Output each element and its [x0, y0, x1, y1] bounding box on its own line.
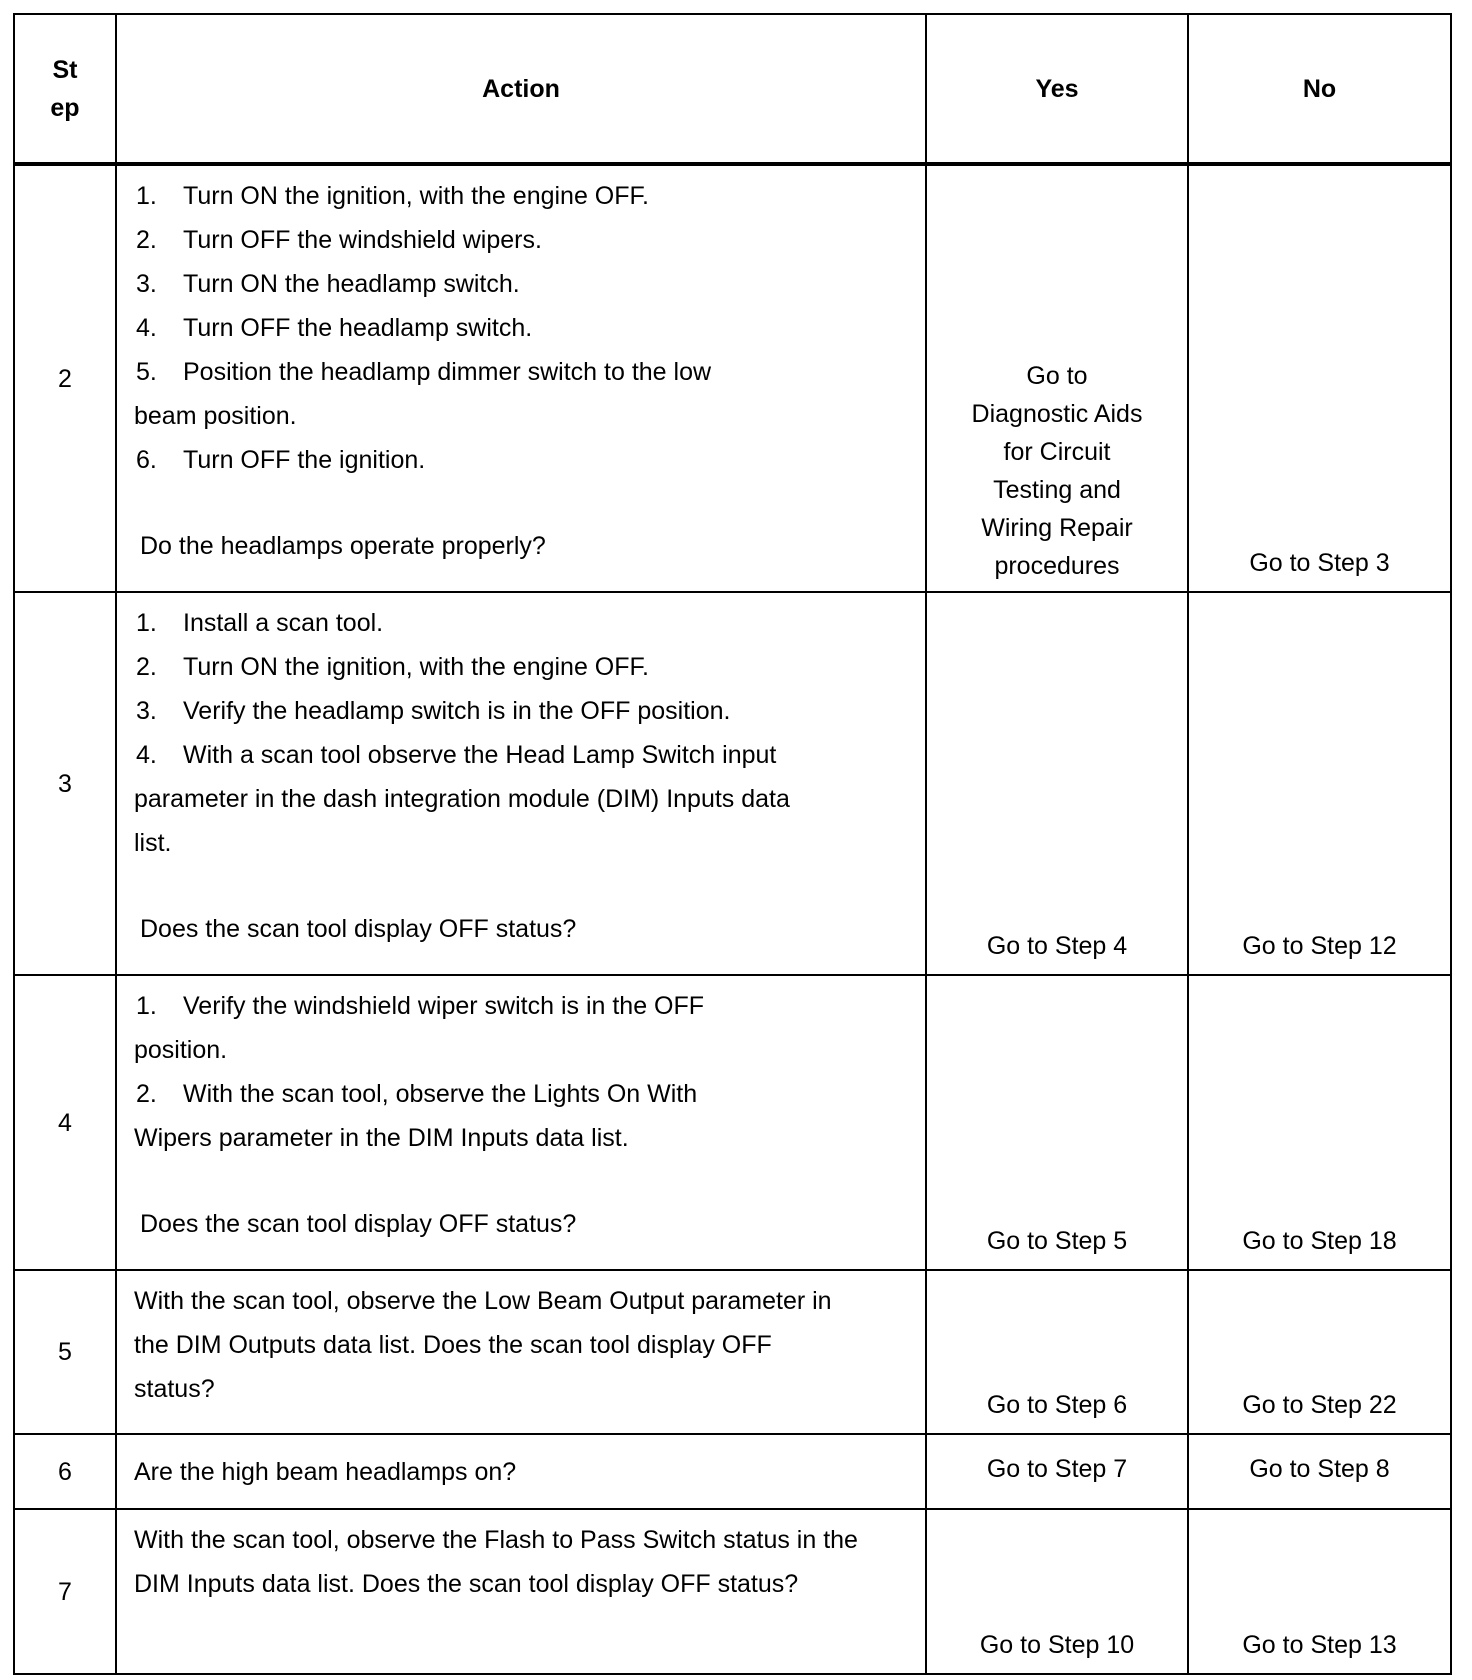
- table-row-step-4: [14, 975, 1451, 1270]
- header-step: St ep: [14, 14, 116, 164]
- yes-cell: [926, 592, 1188, 975]
- no-cell: [1188, 1509, 1451, 1674]
- step-number: 4: [14, 975, 116, 1270]
- action-item: 3. Verify the headlamp switch is in the OFF position.: [136, 697, 731, 725]
- step-number: 5: [14, 1270, 116, 1434]
- action-item: 2. With the scan tool, observe the Lights On With Wipers parameter in the DIM Inputs data list.: [134, 1080, 698, 1152]
- no-cell: [1188, 164, 1451, 592]
- action-question: Do the headlamps operate properly?: [140, 532, 546, 560]
- action-item: 3. Turn ON the headlamp switch.: [136, 270, 520, 298]
- action-item: 4. With a scan tool observe the Head Lamp Switch input parameter in the dash integration module (DIM) Inputs data list.: [134, 741, 790, 857]
- no-cell: [1188, 1270, 1451, 1434]
- step-number: 6: [14, 1434, 116, 1509]
- action-question: Does the scan tool display OFF status?: [140, 1210, 577, 1238]
- action-item: 1. Verify the windshield wiper switch is in the OFF position.: [134, 992, 705, 1064]
- header-row: [14, 14, 1451, 164]
- yes-goto-link[interactable]: Go to Step 6: [986, 1391, 1128, 1419]
- step-number: 7: [14, 1509, 116, 1674]
- action-cell: [116, 592, 926, 975]
- no-goto-link[interactable]: Go to Step 22: [1242, 1391, 1397, 1419]
- action-text: Are the high beam headlamps on?: [134, 1457, 517, 1486]
- action-item: 1. Turn ON the ignition, with the engine OFF.: [136, 182, 649, 210]
- no-cell: [1188, 1434, 1451, 1509]
- no-goto-link[interactable]: Go to Step 12: [1242, 932, 1397, 960]
- action-cell: [116, 1434, 926, 1509]
- yes-goto-link[interactable]: Go to Step 10: [979, 1631, 1135, 1659]
- action-item: 6. Turn OFF the ignition.: [136, 446, 426, 474]
- yes-cell: [926, 1270, 1188, 1434]
- diagnostic-table-sheet: [13, 13, 1452, 1675]
- action-item: 2. Turn ON the ignition, with the engine OFF.: [136, 653, 649, 681]
- header-no: No: [1188, 14, 1451, 164]
- no-cell: [1188, 975, 1451, 1270]
- no-cell: [1188, 592, 1451, 975]
- action-text: With the scan tool, observe the Flash to Pass Switch status in the DIM Inputs data list. Does the scan tool display OFF status?: [134, 1526, 858, 1598]
- no-goto-link[interactable]: Go to Step 18: [1242, 1227, 1397, 1255]
- action-cell: [116, 975, 926, 1270]
- action-text: With the scan tool, observe the Low Beam Output parameter in the DIM Outputs data list. Does the scan tool display OFF status?: [134, 1287, 832, 1403]
- action-cell: [116, 1270, 926, 1434]
- step-number: 3: [14, 592, 116, 975]
- action-item: 4. Turn OFF the headlamp switch.: [136, 314, 533, 342]
- no-goto-link[interactable]: Go to Step 8: [1249, 1454, 1390, 1483]
- yes-cell: [926, 975, 1188, 1270]
- yes-cell: [926, 164, 1188, 592]
- action-item: 1. Install a scan tool.: [136, 609, 384, 637]
- header-action: Action: [116, 14, 926, 164]
- yes-goto-link[interactable]: Go to Step 5: [986, 1227, 1128, 1255]
- action-cell: [116, 1509, 926, 1674]
- table-row-step-6: [14, 1434, 1451, 1509]
- step-number: 2: [14, 164, 116, 592]
- action-item: 2. Turn OFF the windshield wipers.: [136, 226, 542, 254]
- yes-goto-link[interactable]: Go to Step 7: [986, 1454, 1128, 1483]
- action-item: 5. Position the headlamp dimmer switch to the low beam position.: [134, 358, 712, 430]
- action-question: Does the scan tool display OFF status?: [140, 915, 577, 943]
- yes-goto-link[interactable]: Go to Step 4: [986, 932, 1128, 960]
- action-cell: [116, 164, 926, 592]
- yes-link-diagnostic-aids[interactable]: Go to Diagnostic Aids for Circuit Testing and Wiring Repair procedures: [971, 362, 1143, 580]
- yes-cell: [926, 1509, 1188, 1674]
- diagnostic-table: [13, 13, 1452, 1675]
- header-yes: Yes: [926, 14, 1188, 164]
- table-row-step-3: [14, 592, 1451, 975]
- table-row-step-5: [14, 1270, 1451, 1434]
- table-row-step-2: [14, 164, 1451, 592]
- no-goto-link[interactable]: Go to Step 3: [1249, 549, 1390, 577]
- yes-cell: [926, 1434, 1188, 1509]
- table-row-step-7: [14, 1509, 1451, 1674]
- no-goto-link[interactable]: Go to Step 13: [1242, 1631, 1397, 1659]
